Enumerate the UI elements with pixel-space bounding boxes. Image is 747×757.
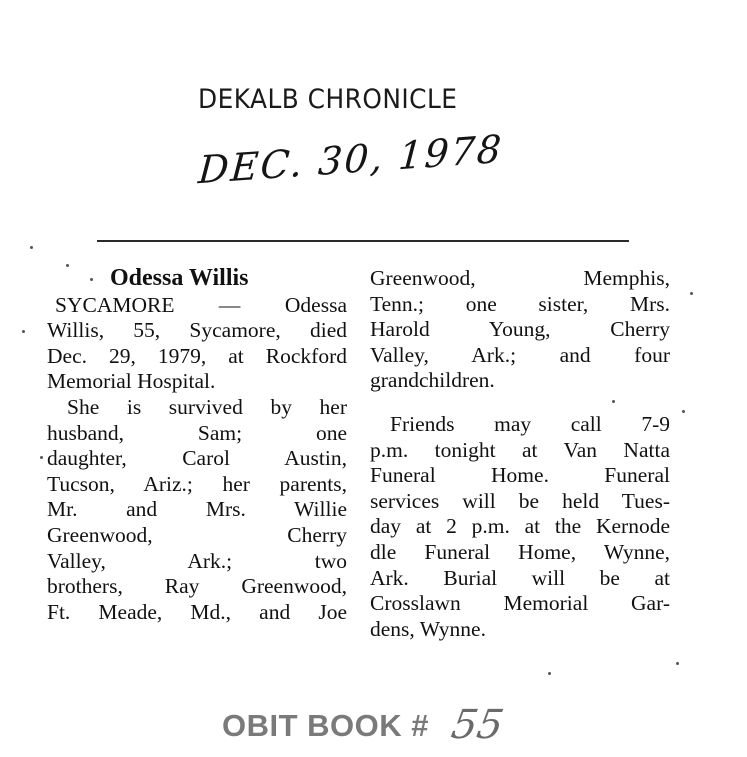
article-line: grandchildren. [370,368,495,393]
obit-book-number: 55 [447,702,507,748]
article-line: dle Funeral Home, Wynne, [370,539,670,564]
article-line: Valley, Ark.; and four [370,342,670,367]
article-line: Ark. Burial will be at [370,565,670,590]
print-speck [676,662,679,665]
article-line: Ft. Meade, Md., and Joe [47,599,347,624]
print-speck [548,672,551,675]
print-speck [30,246,33,249]
article-line: Crosslawn Memorial Gar- [370,591,670,616]
print-speck [682,410,685,413]
article-line: Greenwood, Memphis, [370,266,670,290]
article-line: Friends may call 7-9 [390,411,670,436]
article-line: Funeral Home. Funeral [370,463,670,488]
article-line: Harold Young, Cherry [370,317,670,342]
article-line: SYCAMORE — Odessa [55,292,347,317]
article-line: Tenn.; one sister, Mrs. [370,291,670,316]
print-speck [40,456,43,459]
article-line: She is survived by her [67,394,347,419]
obit-book-stamp: OBIT BOOK # [222,708,430,743]
article-line: Valley, Ark.; two [47,548,347,573]
print-speck [66,264,69,267]
article-line: Tucson, Ariz.; her parents, [47,471,347,496]
article-line: p.m. tonight at Van Natta [370,437,670,462]
handwritten-date: DEC. 30, 1978 [196,126,505,193]
article-line: Willis, 55, Sycamore, died [47,318,347,343]
article-line: day at 2 p.m. at the Kernode [370,514,670,539]
print-speck [22,330,25,333]
article-line: Memorial Hospital. [47,369,216,394]
article-left-column [47,266,347,625]
print-speck [90,278,93,281]
article-headline: Odessa Willis [110,266,249,291]
print-speck [612,400,615,403]
article-line: brothers, Ray Greenwood, [47,574,347,599]
article-line: daughter, Carol Austin, [47,446,347,471]
print-speck [690,292,693,295]
article-line: Dec. 29, 1979, at Rockford [47,343,347,368]
newspaper-name: DEKALB CHRONICLE [198,84,458,115]
article-line: Mr. and Mrs. Willie [47,497,347,522]
article-line: Greenwood, Cherry [47,522,347,547]
article-line: services will be held Tues- [370,488,670,513]
article-line: dens, Wynne. [370,616,486,641]
article-right-column [370,266,670,642]
divider-rule [97,240,629,242]
article-line: husband, Sam; one [47,420,347,445]
